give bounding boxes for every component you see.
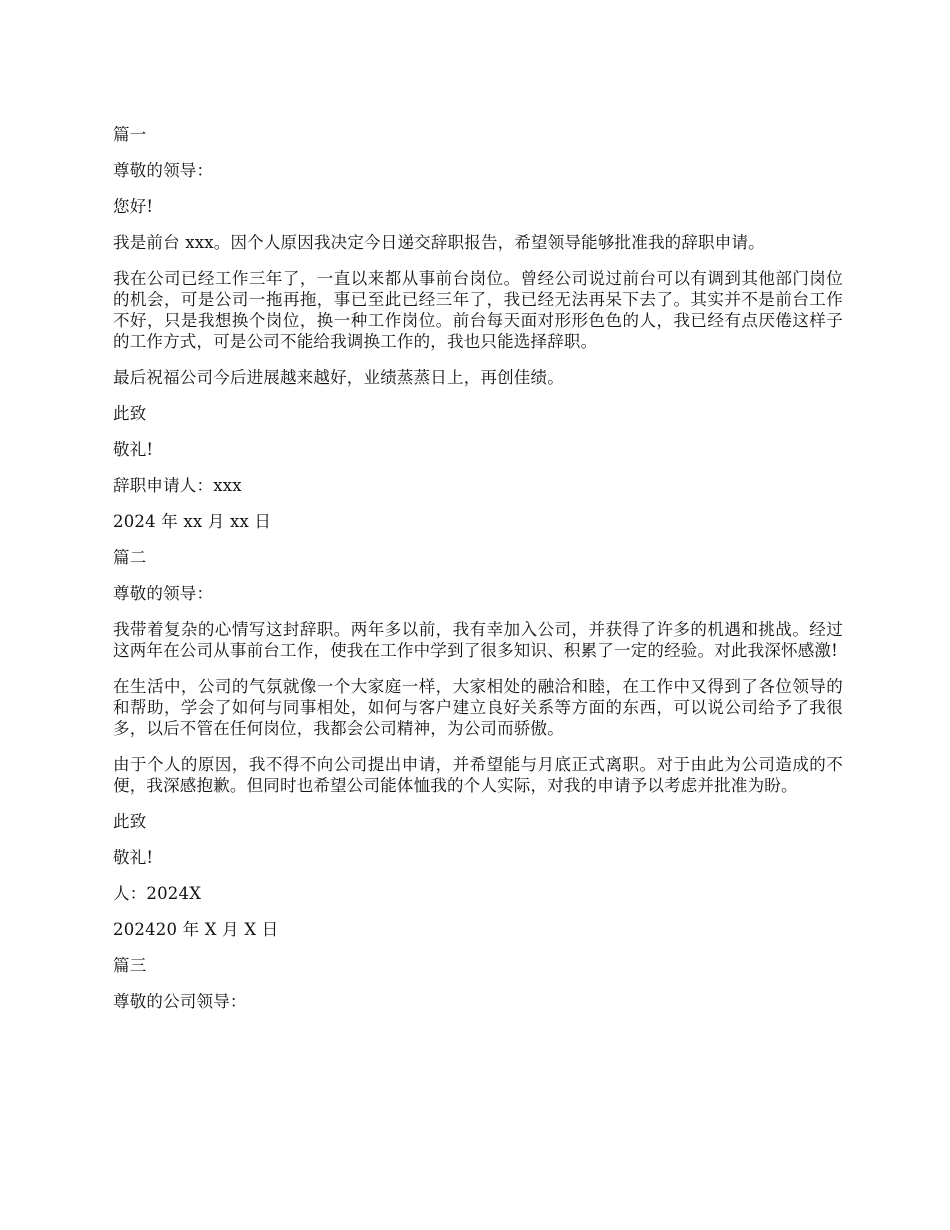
closing-salute: 敬礼! bbox=[113, 848, 154, 867]
signature: 辞职申请人：xxx bbox=[113, 476, 242, 495]
salutation: 尊敬的领导： bbox=[113, 584, 214, 603]
date: 2024 年 xx 月 xx 日 bbox=[113, 512, 272, 531]
date: 202420 年 X 月 X 日 bbox=[113, 920, 279, 939]
section-heading-1: 篇一 bbox=[113, 125, 147, 144]
body-paragraph: 由于个人的原因，我不得不向公司提出申请，并希望能与月底正式离职。对于由此为公司造成的不便，我深感抱歉。但同时也希望公司能体恤我的个人实际，对我的申请予以考虑并批准为盼。 bbox=[113, 755, 843, 795]
salutation: 尊敬的领导： bbox=[113, 161, 214, 180]
salutation: 尊敬的公司领导： bbox=[113, 992, 247, 1011]
section-heading-2: 篇二 bbox=[113, 548, 147, 567]
body-paragraph: 我带着复杂的心情写这封辞职。两年多以前，我有幸加入公司，并获得了许多的机遇和挑战。经过这两年在公司从事前台工作，使我在工作中学到了很多知识、积累了一定的经验。对此我深怀感激! bbox=[113, 620, 843, 660]
closing: 此致 bbox=[113, 812, 147, 831]
body-paragraph: 最后祝福公司今后进展越来越好，业绩蒸蒸日上，再创佳绩。 bbox=[113, 368, 564, 387]
section-heading-3: 篇三 bbox=[113, 956, 147, 975]
signature: 人：2024X bbox=[113, 884, 202, 903]
closing-salute: 敬礼! bbox=[113, 440, 154, 459]
closing: 此致 bbox=[113, 404, 147, 423]
body-paragraph: 我是前台 xxx。因个人原因我决定今日递交辞职报告，希望领导能够批准我的辞职申请。 bbox=[113, 233, 765, 252]
body-paragraph: 在生活中，公司的气氛就像一个大家庭一样，大家相处的融洽和睦，在工作中又得到了各位领导的和帮助，学会了如何与同事相处，如何与客户建立良好关系等方面的东西，可以说公司给予了我很多，以后不管在任何岗位，我都会公司精神，为公司而骄傲。 bbox=[113, 677, 843, 738]
greeting: 您好! bbox=[113, 197, 154, 216]
body-paragraph: 我在公司已经工作三年了，一直以来都从事前台岗位。曾经公司说过前台可以有调到其他部门岗位的机会，可是公司一拖再拖，事已至此已经三年了，我已经无法再呆下去了。其实并不是前台工作不好，只是我想换个岗位，换一种工作岗位。前台每天面对形形色色的人，我已经有点厌倦这样子的工作方式，可是公司不能给我调换工作的，我也只能选择辞职。 bbox=[113, 269, 843, 351]
document-page bbox=[113, 124, 843, 1027]
